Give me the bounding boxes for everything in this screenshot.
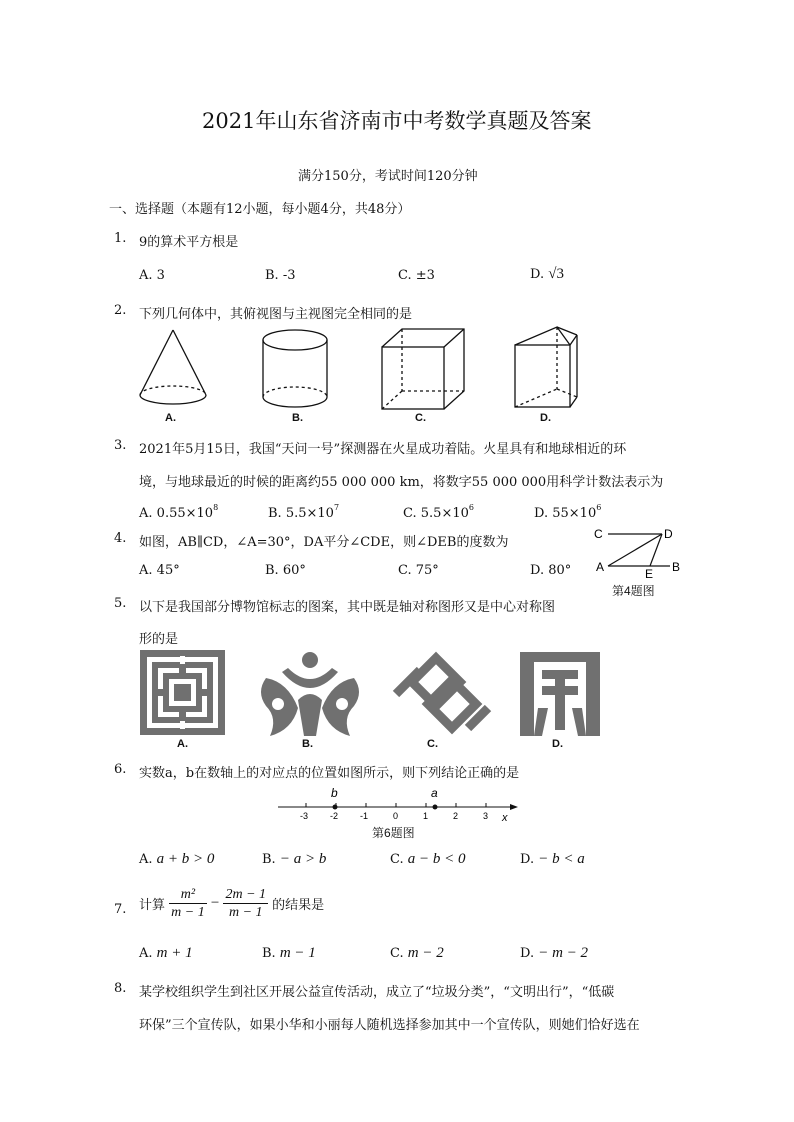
question-1-stem: 9的算术平方根是 <box>139 235 239 250</box>
q5-label-d: D. <box>552 738 563 750</box>
question-5-number: 5. <box>114 596 127 611</box>
tick-neg2: -2 <box>330 811 339 821</box>
tick-neg1: -1 <box>360 811 369 821</box>
q7-minus: − <box>210 895 220 911</box>
question-3-stem-line2: 境，与地球最近的时候的距离约55 000 000 km，将数字55 000 000用科学计数法表示为 <box>139 475 664 490</box>
q7-option-c: C. m − 2 <box>390 945 444 961</box>
q7-option-b: B. m − 1 <box>262 945 316 961</box>
q2-label-c: C. <box>415 412 426 424</box>
q7-stem-pre: 计算 <box>139 898 166 913</box>
question-8-stem-line2: 环保”三个宣传队，如果小华和小丽每人随机选择参加其中一个宣传队，则她们恰好选在 <box>139 1018 640 1033</box>
q5-museum-logos <box>138 648 608 738</box>
question-2-stem: 下列几何体中，其俯视图与主视图完全相同的是 <box>139 307 413 322</box>
q1-option-c: C. ±3 <box>398 268 435 283</box>
q3-option-c: C. $5.5\times 10^6$ <box>403 503 474 521</box>
page-title: 2021年山东省济南市中考数学真题及答案 <box>202 109 592 133</box>
q4-geometry-figure <box>590 524 690 582</box>
q3-option-b: B. $5.5\times 10^7$ <box>268 503 340 521</box>
tick-2: 2 <box>453 811 459 821</box>
section-heading: 一、选择题（本题有12小题，每小题4分，共48分） <box>109 202 411 217</box>
q2-label-d: D. <box>540 412 551 424</box>
point-c: C <box>594 527 603 541</box>
q1-option-a: A. 3 <box>139 268 165 283</box>
q6-option-c: C. a − b < 0 <box>390 851 466 867</box>
logo-c-knot <box>396 658 488 728</box>
question-7-number: 7. <box>114 902 127 917</box>
q2-label-b: B. <box>292 412 303 424</box>
question-5-stem-line2: 形的是 <box>139 632 179 647</box>
q2-label-a: A. <box>165 412 176 424</box>
logo-b-figure <box>261 652 359 736</box>
q1-option-b: B. -3 <box>265 268 296 283</box>
q3-option-a: A. $0.55\times 10^8$ <box>139 503 219 521</box>
prism-figure <box>515 327 577 407</box>
point-b-label: b <box>331 786 338 800</box>
question-5-stem-line1: 以下是我国部分博物馆标志的图案，其中既是轴对称图形又是中心对称图 <box>139 600 556 615</box>
point-a-label: a <box>431 786 438 800</box>
question-4-stem: 如图，AB∥CD，∠A=30°，DA平分∠CDE，则∠DEB的度数为 <box>139 535 509 550</box>
tick-1: 1 <box>423 811 429 821</box>
q7-fraction-2: $\frac{2m - 1}{m - 1}$ <box>225 887 267 920</box>
q7-stem-post: 的结果是 <box>272 898 325 913</box>
question-6-number: 6. <box>114 762 127 777</box>
point-b-dot <box>333 805 338 810</box>
cone-figure <box>140 330 206 404</box>
exam-info: 满分150分，考试时间120分钟 <box>298 169 478 184</box>
question-3-stem-line1: 2021年5月15日，我国“天问一号”探测器在火星成功着陆。火星具有和地球相近的环 <box>139 442 627 457</box>
tick-neg3: -3 <box>300 811 309 821</box>
point-e: E <box>645 567 654 581</box>
q4-option-b: B. 60° <box>265 563 306 578</box>
q6-option-a: A. a + b > 0 <box>139 851 215 867</box>
question-6-stem: 实数a，b在数轴上的对应点的位置如图所示，则下列结论正确的是 <box>139 766 520 781</box>
q4-option-a: A. 45° <box>139 563 180 578</box>
q3-option-d: D. $55\times 10^6$ <box>534 503 602 521</box>
tick-3: 3 <box>483 811 489 821</box>
q5-label-c: C. <box>427 738 438 750</box>
q4-figure-caption: 第4题图 <box>612 584 655 598</box>
question-8-number: 8. <box>114 981 127 996</box>
logo-a-square <box>140 650 225 735</box>
cylinder-figure <box>263 330 327 407</box>
logo-d-glyph <box>520 652 600 736</box>
question-2-number: 2. <box>114 303 127 318</box>
q5-label-a: A. <box>177 738 188 750</box>
q2-solids-figure <box>130 325 590 430</box>
q6-number-line <box>278 786 518 826</box>
cube-figure <box>382 329 464 409</box>
question-1-number: 1. <box>114 231 127 246</box>
tick-0: 0 <box>393 811 399 821</box>
point-d: D <box>664 527 673 541</box>
q7-option-a: A. m + 1 <box>139 945 193 961</box>
q4-option-d: D. 80° <box>530 563 572 578</box>
axis-x-label: x <box>502 812 508 824</box>
q6-figure-caption: 第6题图 <box>372 826 415 840</box>
q4-option-c: C. 75° <box>398 563 439 578</box>
question-4-number: 4. <box>114 531 127 546</box>
point-a-dot <box>433 805 438 810</box>
point-a: A <box>596 560 605 574</box>
point-b: B <box>672 560 681 574</box>
q6-option-d: D. − b < a <box>520 851 585 867</box>
question-8-stem-line1: 某学校组织学生到社区开展公益宣传活动，成立了“垃圾分类”，“文明出行”，“低碳 <box>139 985 615 1000</box>
question-3-number: 3. <box>114 438 127 453</box>
q5-label-b: B. <box>302 738 313 750</box>
q1-option-d: D. √3 <box>530 266 564 282</box>
q6-option-b: B. − a > b <box>262 851 327 867</box>
q7-fraction-1: $\frac{\text{m²}}{m - 1}$ <box>171 887 205 920</box>
question-7-stem <box>139 886 324 921</box>
q7-option-d: D. − m − 2 <box>520 945 589 961</box>
